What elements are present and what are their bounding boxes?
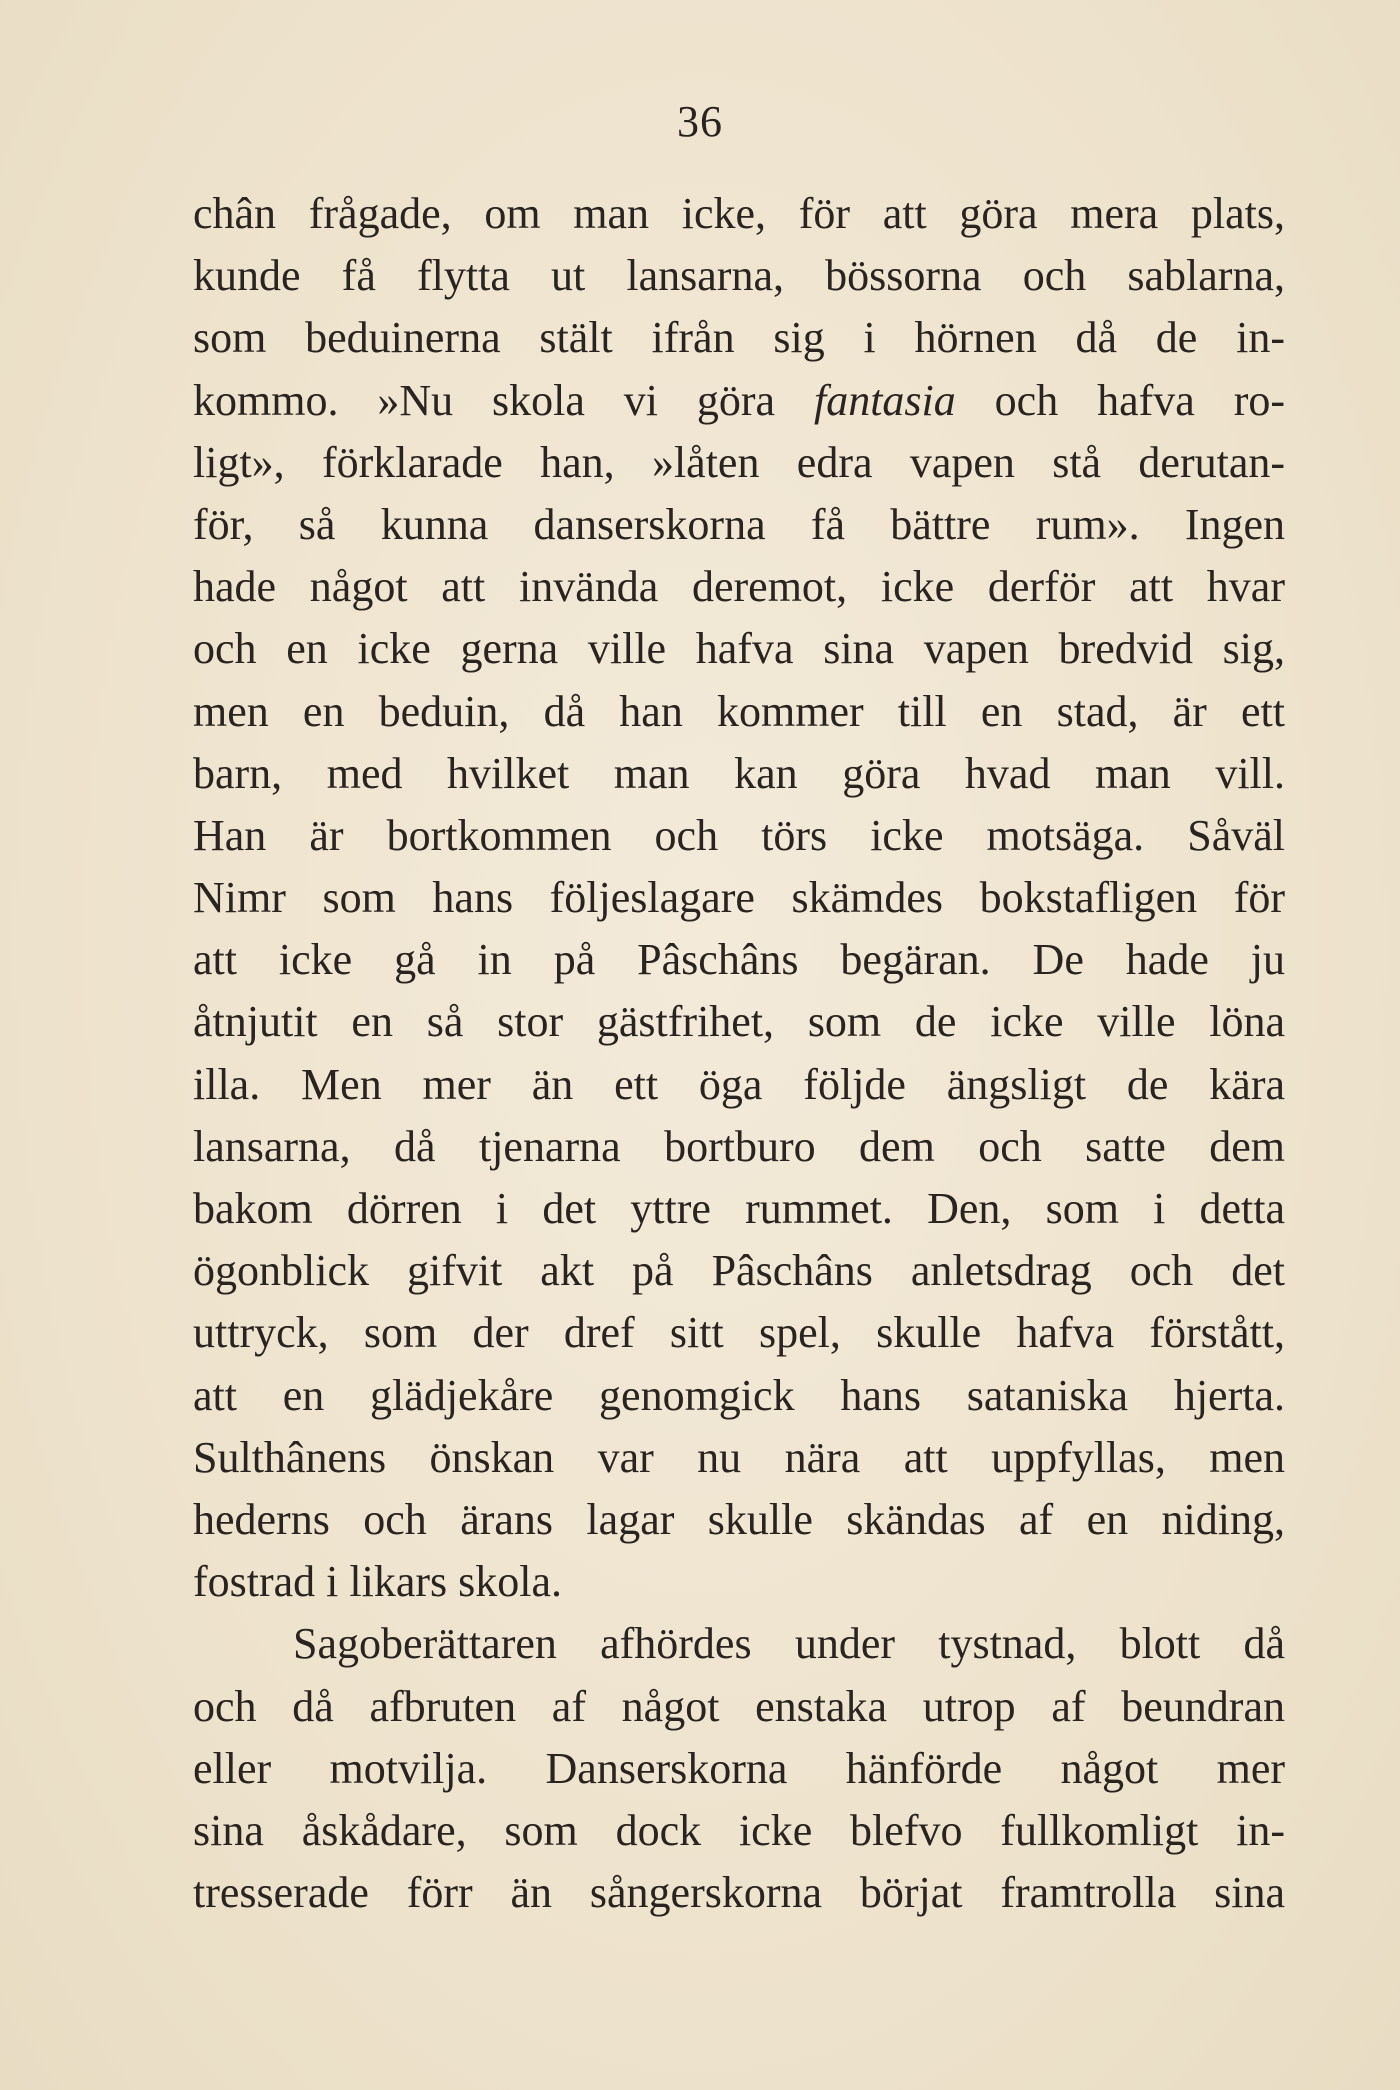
text-line: lansarna, då tjenarna bortburo dem och satte dem [193,1121,1285,1171]
text-line: och då afbruten af något enstaka utrop af beundran [193,1681,1285,1731]
text-line: barn, med hvilket man kan göra hvad man vill. [193,748,1285,798]
text-line: tresserade förr än sångerskorna börjat framtrolla sina [193,1868,1285,1918]
body-text [193,183,1285,1924]
page-number: 36 [677,97,723,146]
text-line: att icke gå in på Pâschâns begäran. De hade ju [193,935,1285,985]
text-line: som beduinerna stält ifrån sig i hörnen då de in- [193,313,1285,363]
text-line: ligt», förklarade han, »låten edra vapen stå derutan- [193,437,1285,487]
text-segment: kommo. »Nu skola vi göra [193,375,814,425]
text-line: eller motvilja. Danserskorna hänförde något mer [193,1743,1285,1793]
text-segment: och hafva ro- [955,375,1285,425]
text-line: Sulthânens önskan var nu nära att uppfyllas, men [193,1432,1285,1482]
text-line: att en glädjekåre genomgick hans sataniska hjerta. [193,1370,1285,1420]
text-line: chân frågade, om man icke, för att göra mera plats, [193,189,1285,238]
text-line: och en icke gerna ville hafva sina vapen bredvid sig, [193,624,1285,674]
text-line: hade något att invända deremot, icke derför att hvar [193,562,1285,612]
text-line: fostrad i likars skola. [193,1557,563,1607]
text-line: för, så kunna danserskorna få bättre rum». Ingen [193,499,1285,549]
text-line: sina åskådare, som dock icke blefvo fullkomligt in- [193,1805,1285,1855]
text-line: Han är bortkommen och törs icke motsäga. Såväl [193,810,1285,860]
text-line: Nimr som hans följeslagare skämdes bokstafligen för [193,873,1285,923]
text-line [193,370,1285,432]
text-line: hederns och ärans lagar skulle skändas af en niding, [193,1494,1285,1544]
text-line: kunde få flytta ut lansarna, bössorna och sablarna, [193,251,1285,301]
text-line: bakom dörren i det yttre rummet. Den, som i detta [193,1184,1285,1233]
text-line: ögonblick gifvit akt på Pâschâns anletsdrag och det [193,1246,1285,1296]
text-line: uttryck, som der dref sitt spel, skulle hafva förstått, [193,1308,1285,1358]
text-line: åtnjutit en så stor gästfrihet, som de icke ville löna [193,997,1285,1047]
text-line: men en beduin, då han kommer till en stad, är ett [193,686,1285,736]
text-line: illa. Men mer än ett öga följde ängsligt de kära [193,1059,1285,1109]
text-line: Sagoberättaren afhördes under tystnad, blott då [293,1619,1285,1669]
italic-word: fantasia [813,375,956,425]
